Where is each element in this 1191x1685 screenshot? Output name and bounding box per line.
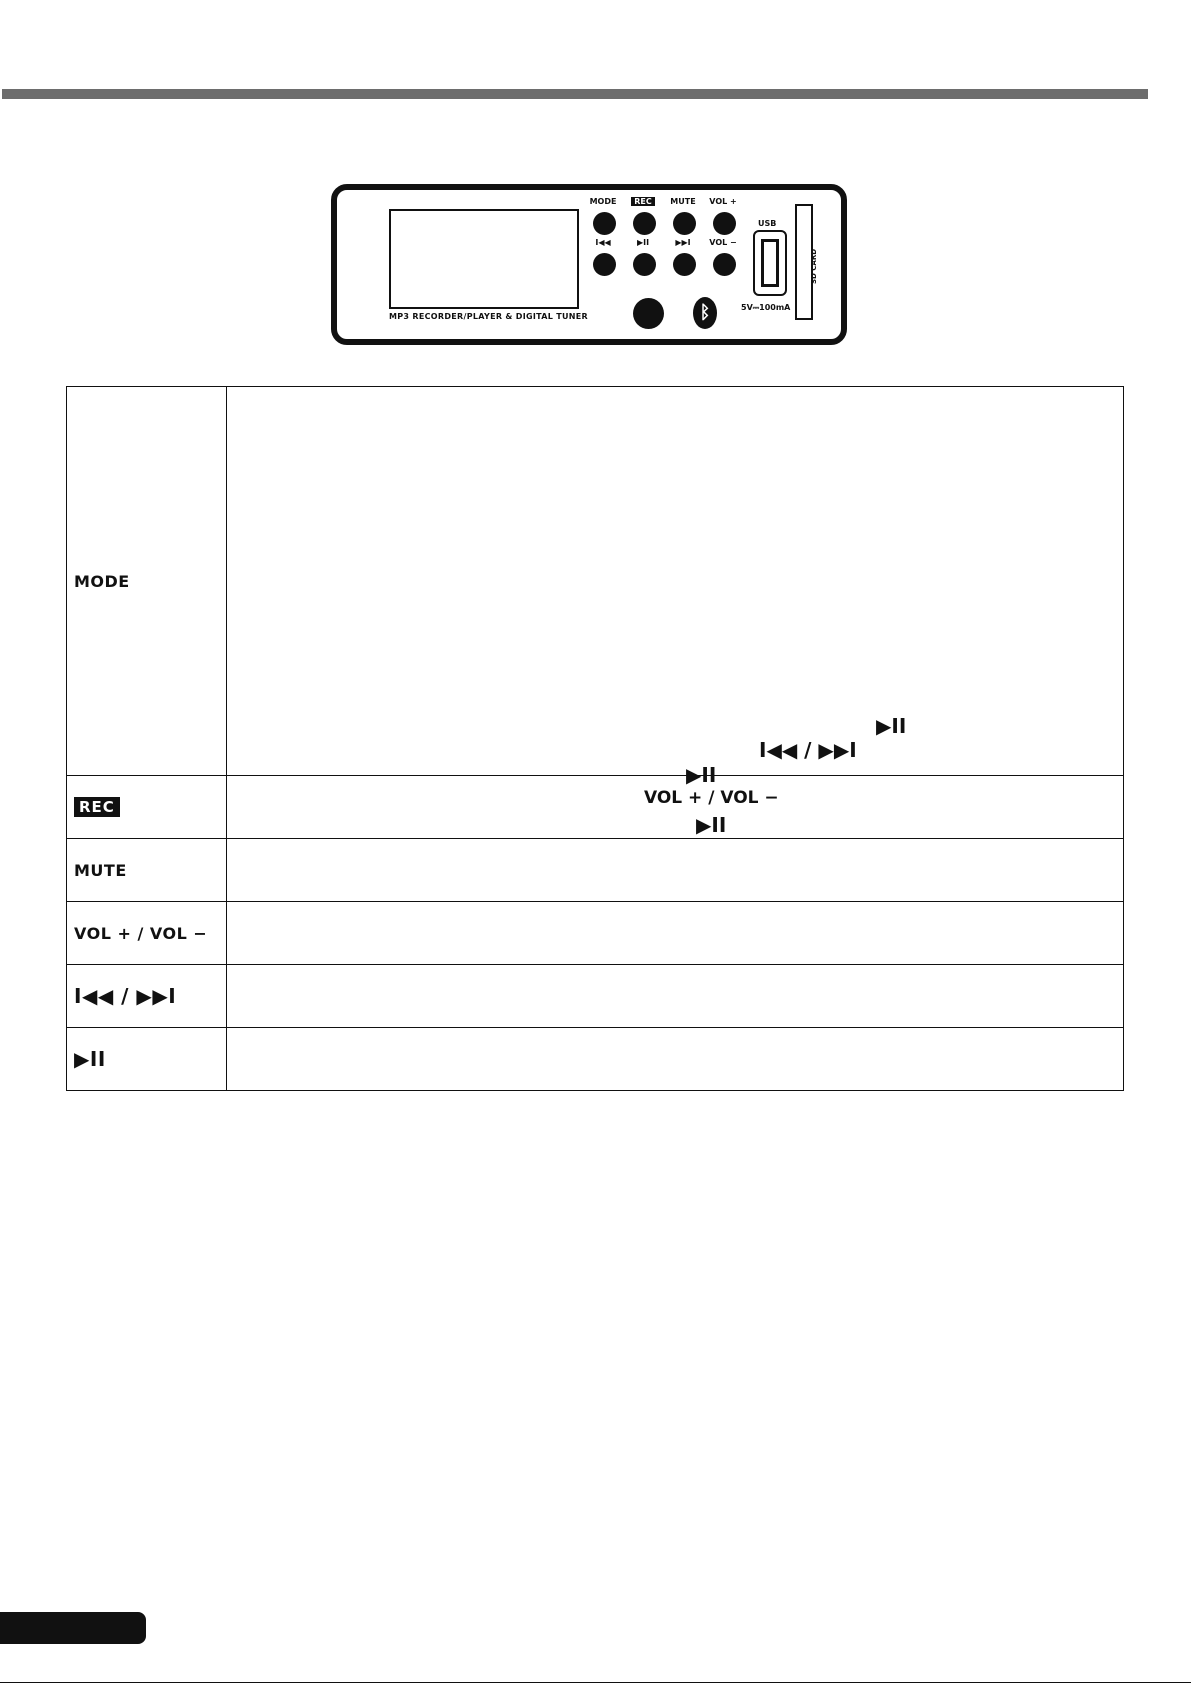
table-row-volume xyxy=(67,902,1124,965)
panel-label-rec: REC xyxy=(631,197,655,206)
play-pause-description xyxy=(227,1028,1124,1091)
panel-button-rec xyxy=(633,212,656,235)
volume-key: VOL + / VOL − xyxy=(74,923,208,943)
skip-key: I◀◀ / ▶▶I xyxy=(74,984,177,1008)
table-row-play-pause xyxy=(67,1028,1124,1091)
panel-label-vol-minus: VOL − xyxy=(709,238,737,247)
panel-label-mode: MODE xyxy=(589,197,617,206)
panel-knob xyxy=(633,298,664,329)
panel-label-mute: MUTE xyxy=(670,197,696,206)
panel-button-vol-minus xyxy=(713,253,736,276)
play-pause-icon: ▶II xyxy=(876,714,907,738)
display-screen xyxy=(389,209,579,309)
panel-label-prev: I◀◀ xyxy=(595,238,611,247)
volume-icons: VOL + / VOL − xyxy=(644,788,779,808)
mode-key: MODE xyxy=(74,571,130,591)
sd-card-label: SD CARD xyxy=(810,248,818,284)
table-row-mute xyxy=(67,839,1124,902)
mute-key: MUTE xyxy=(74,860,127,880)
play-pause-key: ▶II xyxy=(74,1047,106,1071)
function-table xyxy=(66,386,1124,1091)
mute-description xyxy=(227,839,1124,902)
panel-button-mute xyxy=(673,212,696,235)
volume-description xyxy=(227,902,1124,965)
table-row-skip xyxy=(67,965,1124,1028)
panel-button-vol-plus xyxy=(713,212,736,235)
panel-caption: MP3 RECORDER/PLAYER & DIGITAL TUNER xyxy=(389,312,589,321)
table-row-mode xyxy=(67,387,1124,776)
rec-key: REC xyxy=(74,797,120,817)
panel-label-play-pause: ▶II xyxy=(636,238,650,247)
panel-button-play-pause xyxy=(633,253,656,276)
bottom-rule xyxy=(0,1682,1191,1683)
skip-icons: I◀◀ / ▶▶I xyxy=(759,738,857,762)
panel-button-next xyxy=(673,253,696,276)
top-rule xyxy=(2,89,1148,99)
front-panel-illustration xyxy=(331,184,847,345)
table-row-rec xyxy=(67,776,1124,839)
panel-button-prev xyxy=(593,253,616,276)
page-number-tab xyxy=(0,1612,146,1644)
mode-description xyxy=(227,387,1124,837)
play-pause-icon: ▶II xyxy=(686,763,717,787)
play-pause-icon: ▶II xyxy=(696,813,727,837)
usb-port xyxy=(753,230,787,296)
panel-label-vol-plus: VOL + xyxy=(709,197,737,206)
panel-label-next: ▶▶I xyxy=(675,238,691,247)
skip-description xyxy=(227,965,1124,1028)
panel-button-mode xyxy=(593,212,616,235)
usb-rating: 5V⎓100mA xyxy=(741,303,791,312)
bluetooth-icon: ᛒ xyxy=(693,297,717,329)
usb-label: USB xyxy=(758,219,777,228)
